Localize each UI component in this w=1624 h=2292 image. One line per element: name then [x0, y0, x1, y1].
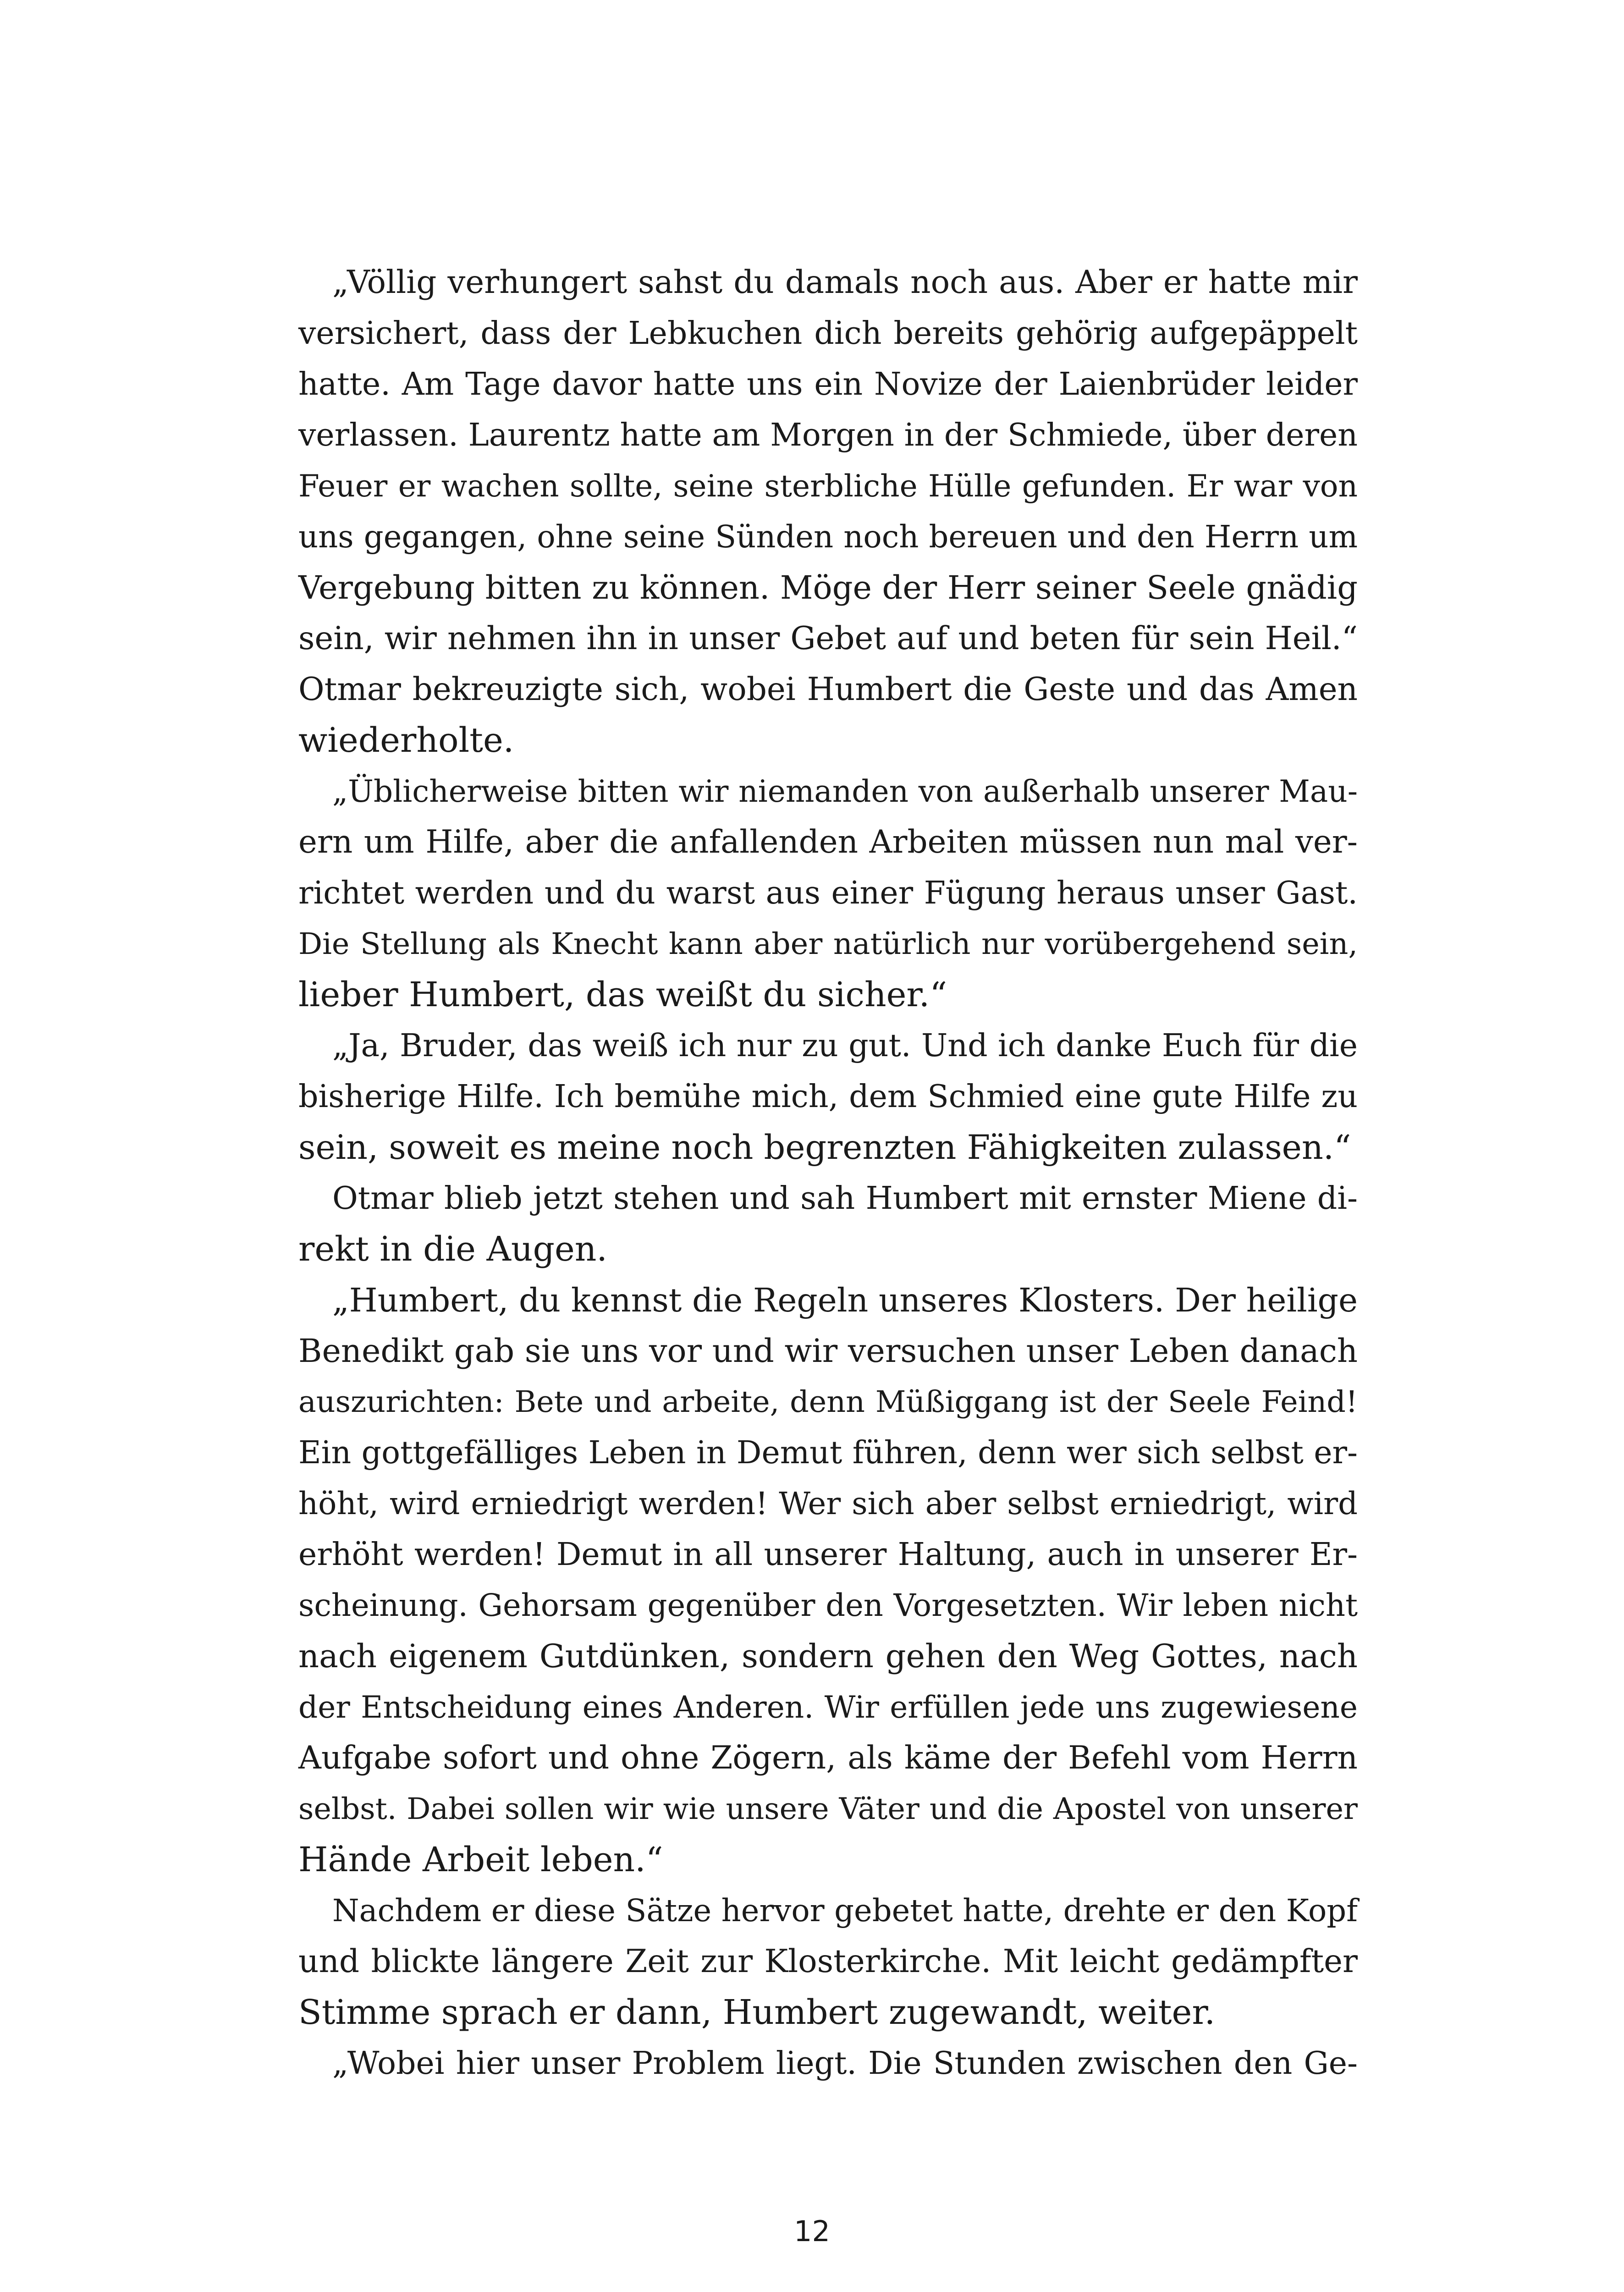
- text-line: Die Stellung als Knecht kann aber natürlich nur vorübergehend sein,: [298, 927, 1358, 961]
- text-line: „Völlig verhungert sahst du damals noch aus. Aber er hatte mir: [332, 264, 1358, 301]
- text-line: Ein gottgefälliges Leben in Demut führen, denn wer sich selbst er-: [298, 1435, 1358, 1471]
- text-line: nach eigenem Gutdünken, sondern gehen den Weg Gottes, nach: [298, 1637, 1358, 1675]
- text-line: Nachdem er diese Sätze hervor gebetet hatte, drehte er den Kopf: [332, 1893, 1358, 1928]
- text-line: wiederholte.: [298, 721, 514, 760]
- text-line: Feuer er wachen sollte, seine sterbliche Hülle gefunden. Er war von: [298, 468, 1358, 504]
- page-number: 12: [794, 2215, 830, 2248]
- text-line: „Wobei hier unser Problem liegt. Die Stunden zwischen den Ge-: [332, 2045, 1358, 2082]
- text-line: verlassen. Laurentz hatte am Morgen in der Schmiede, über deren: [298, 417, 1358, 453]
- text-line: höht, wird erniedrigt werden! Wer sich aber selbst erniedrigt, wird: [298, 1486, 1358, 1521]
- text-line: „Ja, Bruder, das weiß ich nur zu gut. Und ich danke Euch für die: [332, 1028, 1358, 1064]
- text-line: lieber Humbert, das weißt du sicher.“: [298, 975, 947, 1014]
- text-line: Hände Arbeit leben.“: [298, 1840, 663, 1879]
- text-line: bisherige Hilfe. Ich bemühe mich, dem Schmied eine gute Hilfe zu: [298, 1079, 1358, 1115]
- text-line: selbst. Dabei sollen wir wie unsere Väter und die Apostel von unserer: [298, 1792, 1358, 1826]
- text-line: Vergebung bitten zu können. Möge der Herr seiner Seele gnädig: [298, 569, 1358, 606]
- text-line: rekt in die Augen.: [298, 1229, 607, 1269]
- text-line: „Üblicherweise bitten wir niemanden von außerhalb unserer Mau-: [332, 774, 1358, 809]
- text-line: Aufgabe sofort und ohne Zögern, als käme der Befehl vom Herrn: [298, 1740, 1358, 1776]
- text-line: erhöht werden! Demut in all unserer Haltung, auch in unserer Er-: [298, 1537, 1358, 1573]
- text-line: und blickte längere Zeit zur Klosterkirche. Mit leicht gedämpfter: [298, 1943, 1358, 1980]
- text-line: versichert, dass der Lebkuchen dich bereits gehörig aufgepäppelt: [298, 315, 1358, 352]
- text-line: Benedikt gab sie uns vor und wir versuchen unser Leben danach: [298, 1332, 1358, 1370]
- text-line: uns gegangen, ohne seine Sünden noch bereuen und den Herrn um: [298, 519, 1358, 555]
- text-line: Otmar bekreuzigte sich, wobei Humbert die Geste und das Amen: [298, 671, 1358, 708]
- text-line: sein, soweit es meine noch begrenzten Fähigkeiten zulassen.“: [298, 1128, 1351, 1167]
- text-line: der Entscheidung eines Anderen. Wir erfüllen jede uns zugewiesene: [298, 1690, 1358, 1725]
- text-line: auszurichten: Bete und arbeite, denn Müßiggang ist der Seele Feind!: [298, 1385, 1358, 1419]
- text-line: Otmar blieb jetzt stehen und sah Humbert mit ernster Miene di-: [332, 1180, 1358, 1217]
- text-line: ern um Hilfe, aber die anfallenden Arbeiten müssen nun mal ver-: [298, 824, 1358, 860]
- text-line: „Humbert, du kennst die Regeln unseres Klosters. Der heilige: [332, 1281, 1358, 1319]
- text-line: sein, wir nehmen ihn in unser Gebet auf und beten für sein Heil.“: [298, 620, 1358, 657]
- text-line: scheinung. Gehorsam gegenüber den Vorgesetzten. Wir leben nicht: [298, 1587, 1358, 1623]
- body-text: [298, 257, 1358, 2089]
- text-line: hatte. Am Tage davor hatte uns ein Novize der Laienbrüder leider: [298, 366, 1358, 402]
- text-line: richtet werden und du warst aus einer Fügung heraus unser Gast.: [298, 875, 1358, 911]
- text-line: Stimme sprach er dann, Humbert zugewandt, weiter.: [298, 1993, 1216, 2032]
